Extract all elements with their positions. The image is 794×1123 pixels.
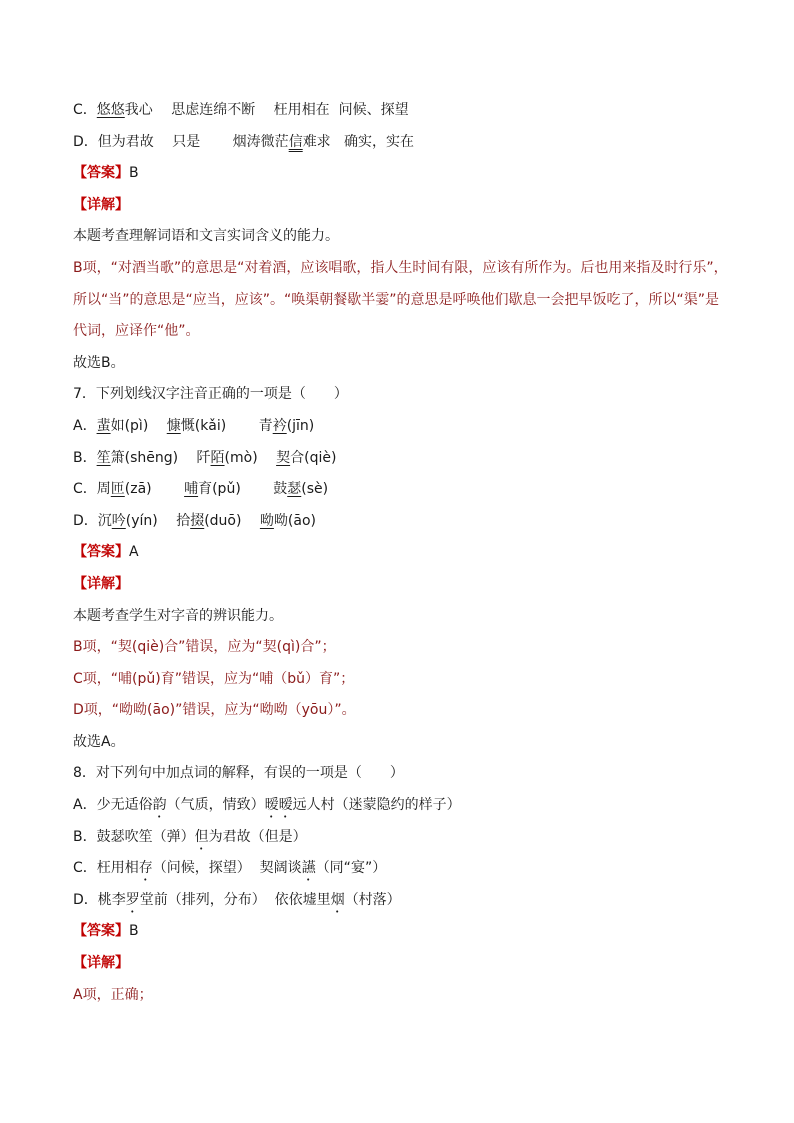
q8-detail-heading: 【详解】 bbox=[73, 955, 129, 972]
question-7-stem: 7．下列划线汉字注音正确的一项是（ ） bbox=[73, 386, 348, 403]
detail-heading: 【详解】 bbox=[73, 196, 129, 213]
q8-detail-a: A项，正确； bbox=[73, 986, 153, 1003]
detail-body: B项，“对酒当歌”的意思是“对着酒，应该唱歌，指人生时间有限，应该有所作为。后也用来指及时行乐”，所以“当”的意思是“应当，应该”。“唤渠朝餐歇半霎”的意思是呼唤他们歇息一会把早饭吃了，所以“渠”是代词，应译作“他”。 bbox=[73, 259, 728, 340]
q8-answer-line: 【答案】B bbox=[73, 923, 139, 940]
q8-option-c: C．枉用相存（问候，探望） 契阔谈讌（同“宴”） bbox=[73, 860, 387, 877]
q7-detail-heading: 【详解】 bbox=[73, 575, 129, 592]
option-d: D．但为君故 只是 烟涛微茫信难求 确实，实在 bbox=[73, 133, 415, 150]
q8-option-b: B．鼓瑟吹笙（弹）但为君故（但是） bbox=[73, 828, 307, 845]
q7-conclusion: 故选A。 bbox=[73, 733, 125, 750]
q7-option-d: D．沉吟(yín) 拾掇(duō) 呦呦(āo) bbox=[73, 512, 316, 529]
answer-line: 【答案】B bbox=[73, 165, 139, 182]
q7-option-a: A．蜚如(pì) 慷慨(kǎi) 青衿(jīn) bbox=[73, 417, 315, 434]
q7-option-c: C．周匝(zā) 哺育(pǔ) 鼓瑟(sè) bbox=[73, 481, 329, 498]
detail-intro: 本题考查理解词语和文言实词含义的能力。 bbox=[73, 228, 339, 245]
q7-answer-line: 【答案】A bbox=[73, 544, 139, 561]
q7-detail-intro: 本题考查学生对字音的辨识能力。 bbox=[73, 607, 283, 624]
q7-option-b: B．笙箫(shēng) 阡陌(mò) 契合(qiè) bbox=[73, 449, 337, 466]
q7-detail-d: D项，“呦呦(āo)”错误，应为“呦呦（yōu）”。 bbox=[73, 702, 356, 719]
question-8-stem: 8．对下列句中加点词的解释，有误的一项是（ ） bbox=[73, 765, 404, 782]
option-c: C．悠悠我心 思虑连绵不断 枉用相在 问候、探望 bbox=[73, 102, 409, 118]
conclusion: 故选B。 bbox=[73, 354, 125, 371]
q8-option-d: D．桃李罗堂前（排列，分布） 依依墟里烟（村落） bbox=[73, 891, 401, 908]
q7-detail-c: C项，“哺(pǔ)育”错误，应为“哺（bǔ）育”； bbox=[73, 670, 355, 687]
q8-option-a: A．少无适俗韵（气质，情致）暧暧远人村（迷蒙隐约的样子） bbox=[73, 797, 461, 814]
document-page bbox=[73, 95, 733, 1011]
q7-detail-b: B项，“契(qiè)合”错误，应为“契(qì)合”； bbox=[73, 639, 336, 656]
